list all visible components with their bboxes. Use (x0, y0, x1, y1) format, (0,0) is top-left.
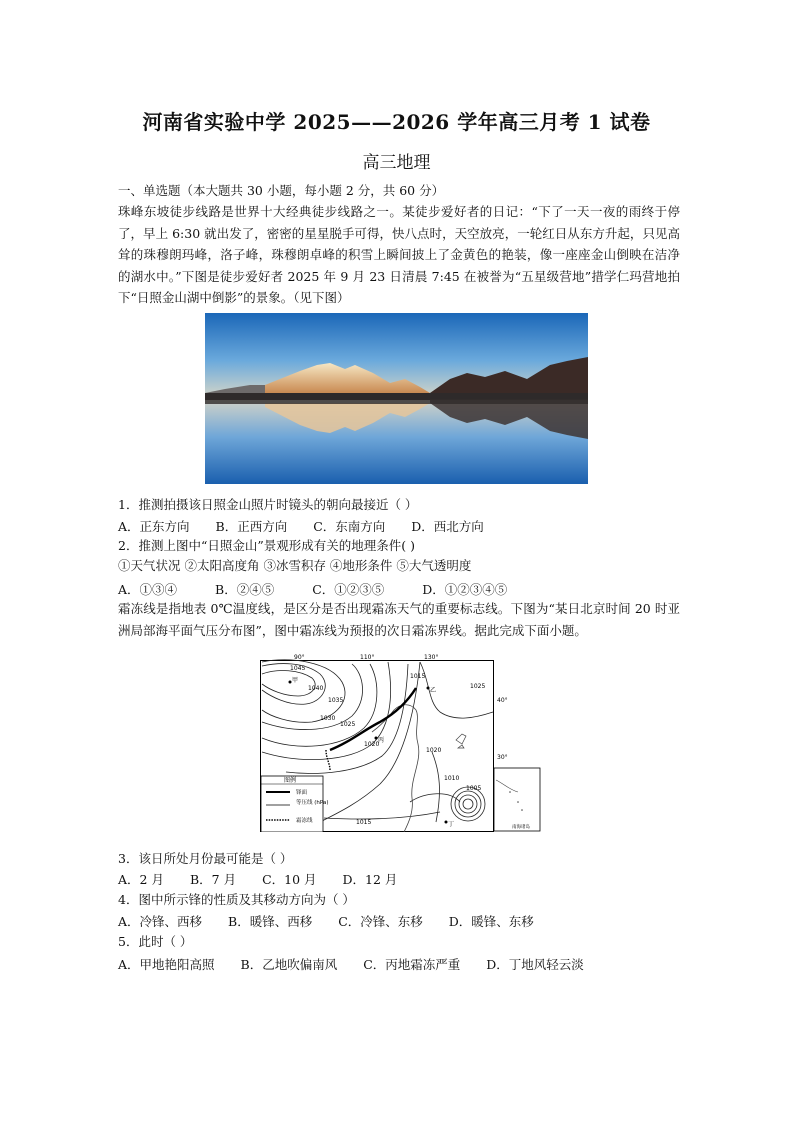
isobar-label-1025: 1025 (340, 721, 356, 728)
lat-label-40: 40° (497, 697, 508, 704)
q3-options (118, 870, 419, 888)
q4-option-c[interactable]: C．冷锋、东移 (338, 914, 423, 929)
place-jia: 甲 (292, 677, 299, 684)
lon-label-110: 110° (360, 654, 375, 661)
legend-title: 图例 (284, 777, 297, 784)
legend-isobar: 等压线 (hPa) (296, 800, 329, 806)
place-bing: 丙 (378, 737, 385, 744)
q3-option-a[interactable]: A．2 月 (118, 872, 164, 887)
q5-options (118, 955, 606, 973)
q1-option-d[interactable]: D．西北方向 (411, 519, 484, 534)
isobar-label-1010: 1010 (444, 775, 460, 782)
q5-stem: 5．此时（ ） (118, 934, 193, 949)
passage-2: 霜冻线是指地表 0℃温度线，是区分是否出现霜冻天气的重要标志线。下图为“某日北京时间 20 时亚洲局部海平面气压分布图”，图中霜冻线为预报的次日霜冻界线。据此完成下面小题。 (118, 601, 680, 638)
q3-option-c[interactable]: C．10 月 (262, 872, 317, 887)
lon-label-130: 130° (424, 654, 439, 661)
q2-option-b[interactable]: B．②④⑤ (215, 582, 275, 597)
q1-options (118, 517, 506, 535)
isobar-label-1015: 1015 (410, 673, 426, 680)
q4-option-d[interactable]: D．暖锋、东移 (448, 914, 534, 929)
sea-level-pressure-map (260, 652, 542, 832)
q1-stem: 1．推测拍摄该日照金山照片时镜头的朝向最接近（ ） (118, 497, 418, 512)
subject-title: 高三地理 (362, 153, 431, 173)
lon-label-90: 90° (294, 654, 305, 661)
q1-option-c[interactable]: C．东南方向 (313, 519, 386, 534)
q5-option-a[interactable]: A．甲地艳阳高照 (118, 957, 215, 972)
isobar-label-1020: 1020 (364, 741, 380, 748)
legend-front: 锋面 (296, 790, 308, 796)
q2-stem: 2．推测上图中“日照金山”景观形成有关的地理条件( ) (118, 538, 415, 553)
q1-option-b[interactable]: B．正西方向 (215, 519, 288, 534)
q1-option-a[interactable]: A．正东方向 (118, 519, 190, 534)
isobar-label-1030: 1030 (320, 715, 336, 722)
isobar-label-1035: 1035 (328, 697, 344, 704)
q2-option-a[interactable]: A．①③④ (118, 582, 178, 597)
section-heading: 一、单选题（本大题共 30 小题，每小题 2 分，共 60 分） (118, 183, 445, 198)
q3-option-d[interactable]: D．12 月 (342, 872, 398, 887)
exam-title: 河南省实验中学 2025——2026 学年高三月考 1 试卷 (142, 110, 651, 134)
q2-option-d[interactable]: D．①②③④⑤ (422, 582, 508, 597)
place-yi: 乙 (430, 687, 437, 694)
legend-frost-line: 霜冻线 (296, 818, 313, 824)
place-ding: 丁 (448, 821, 455, 828)
isobar-label-1045: 1045 (290, 665, 306, 672)
isobar-label-1040: 1040 (308, 685, 324, 692)
q5-option-c[interactable]: C．丙地霜冻严重 (363, 957, 461, 972)
q2-option-c[interactable]: C．①②③⑤ (312, 582, 385, 597)
isobar-label-1005: 1005 (466, 785, 482, 792)
isobar-label-1025-east: 1025 (470, 683, 486, 690)
q4-option-b[interactable]: B．暖锋、西移 (228, 914, 313, 929)
q4-option-a[interactable]: A．冷锋、西移 (118, 914, 203, 929)
q5-option-b[interactable]: B．乙地吹偏南风 (240, 957, 338, 972)
inset-label: 南海诸岛 (512, 825, 530, 830)
isobar-label-1020-east: 1020 (426, 747, 442, 754)
passage-1: 珠峰东坡徒步线路是世界十大经典徒步线路之一。某徒步爱好者的日记：“下了一天一夜的雨终于停了，早上 6:30 就出发了，密密的星星脱手可得，快八点时，天空放亮，一轮红日从东方升起，只见高耸的珠穆朗玛峰，洛子峰，珠穆朗卓峰的积雪上瞬间披上了金黄色的艳装，像一座座金山倒映在洁净的湖水中。”下图是徒步爱好者 2025 年 9 月 23 日清晨 7:45 在被誉为“五星级营地”措学仁玛营地拍下“日照金山湖中倒影”的景象。（见下图） (118, 204, 680, 305)
q3-option-b[interactable]: B．7 月 (189, 872, 237, 887)
isobar-label-1015-south: 1015 (356, 819, 372, 826)
q5-option-d[interactable]: D．丁地风轻云淡 (486, 957, 584, 972)
q2-options (118, 580, 529, 598)
golden-mountain-photo (205, 313, 588, 484)
lat-label-30: 30° (497, 754, 508, 761)
q4-stem: 4．图中所示锋的性质及其移动方向为（ ） (118, 892, 355, 907)
q2-conditions: ①天气状况 ②太阳高度角 ③冰雪积存 ④地形条件 ⑤大气透明度 (118, 558, 472, 573)
q3-stem: 3．该日所处月份最可能是（ ） (118, 851, 293, 866)
q4-options (118, 912, 556, 930)
